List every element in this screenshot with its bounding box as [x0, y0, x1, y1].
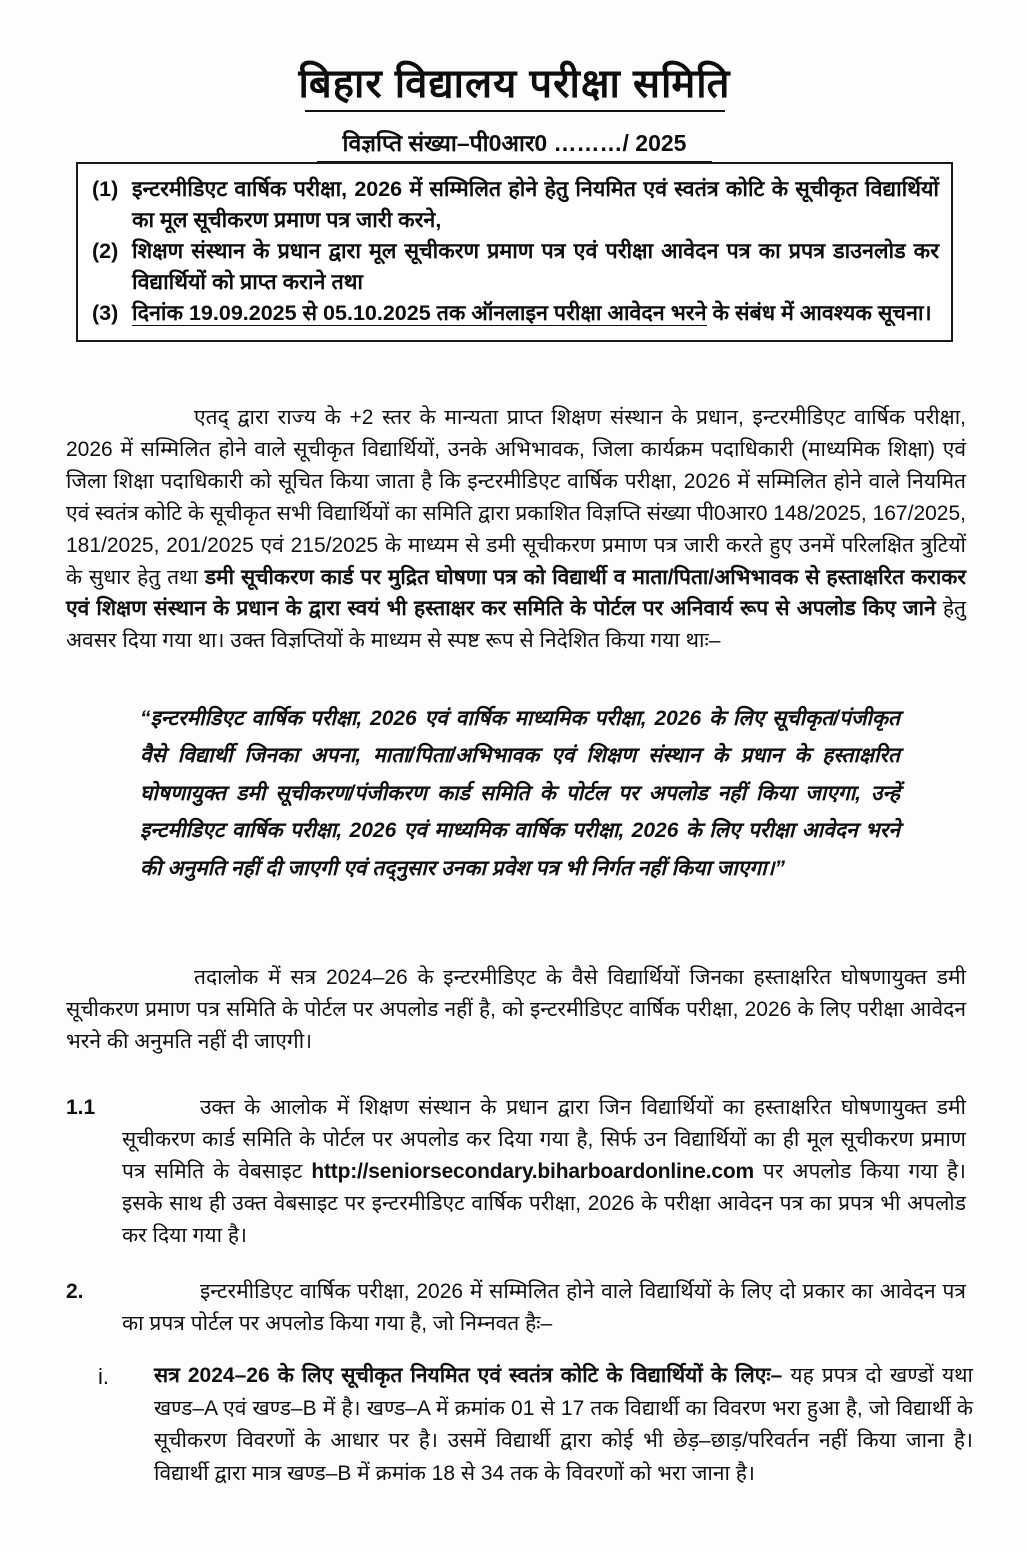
notice-item-text — [132, 298, 939, 329]
notice-item — [92, 174, 939, 235]
section-number: 2. — [66, 1280, 84, 1303]
section-number: 1.1 — [66, 1096, 96, 1119]
notice-item-text: इन्टरमीडिएट वार्षिक परीक्षा, 2026 में सम्मिलित होने हेतु नियमित एवं स्वतंत्र कोटि के सूचीकृत विद्यार्थियों का मूल सूचीकरण प्रमाण पत्र जारी करने, — [132, 177, 939, 232]
paragraph-1-lead: एतद् द्वारा राज्य के +2 स्तर के मान्यता प्राप्त शिक्षण संस्थान के प्रधान, इन्टरमीडिएट वार्षिक परीक्षा, 2026 में सम्मिलित होने वाले सूचीकृत विद्यार्थियों, उनके अभिभावक, जिला कार्यक्रम पदाधिकारी (माध्यमिक शिक्षा) एवं जिला शिक्षा पदाधिकारी को सूचित किया जाता है कि इन्टरमीडिएट वार्षिक परीक्षा, 2026 में सम्मिलित होने वाले नियमित एवं स्वतंत्र कोटि के सूचीकृत सभी विद्यार्थियों का समिति द्वारा प्रकाशित विज्ञप्ति संख्या पी0आर0 148/2025, 167/2025, 181/2025, 201/2025 एवं 215/2025 के माध्यम से डमी सूचीकरण प्रमाण पत्र जारी करते हुए उनमें परिलक्षित त्रुटियों के सुधार हेतु तथा — [66, 406, 966, 589]
title-underline-rule — [305, 110, 725, 112]
notice-item-marker: (1) — [92, 177, 119, 201]
paragraph-1-emphasis: डमी सूचीकरण कार्ड पर मुद्रित घोषणा पत्र को विद्यार्थी व माता/पिता/अभिभावक से हस्ताक्षरित कराकर एवं शिक्षण संस्थान के प्रधान के द्वारा स्वयं भी हस्ताक्षर कर समिति के पोर्टल पर अनिवार्य रूप से अपलोड किए जाने — [66, 565, 966, 621]
section-body — [122, 1276, 966, 1340]
section-1-1-text-after-url: पर अपलोड किया गया है। इसके साथ ही उक्त वेबसाइट पर इन्टरमीडिएट वार्षिक परीक्षा, 2026 के परीक्षा आवेदन पत्र का प्रपत्र भी अपलोड कर दिया गया है। — [122, 1159, 966, 1247]
page-header — [0, 0, 1029, 163]
roman-item-heading: सत्र 2024–26 के लिए सूचीकृत नियमित एवं स्वतंत्र कोटि के विद्यार्थियों के लिएः– — [154, 1364, 783, 1387]
notice-item-tail: के संबंध में आवश्यक सूचना। — [706, 301, 932, 326]
body-paragraph-2 — [66, 962, 966, 1058]
notice-date-range-underlined: दिनांक 19.09.2025 से 05.10.2025 तक ऑनलाइन परीक्षा आवेदन भरने — [132, 301, 707, 326]
notice-item — [92, 298, 939, 329]
page-title: बिहार विद्यालय परीक्षा समिति — [298, 62, 731, 106]
section-1-1 — [66, 1092, 966, 1252]
body-paragraph-1 — [66, 402, 966, 657]
section-2 — [66, 1276, 966, 1340]
notice-item-marker: (3) — [92, 301, 119, 326]
section-1-1-text-before-url: उक्त के आलोक में शिक्षण संस्थान के प्रधान द्वारा जिन विद्यार्थियों का हस्ताक्षरित घोषणायुक्त डमी सूचीकरण कार्ड समिति के पोर्टल पर अपलोड कर दिया गया है, सिर्फ उन विद्यार्थियों का ही मूल सूचीकरण प्रमाण पत्र समिति के वेबसाइट — [122, 1096, 966, 1183]
section-2-text: इन्टरमीडिएट वार्षिक परीक्षा, 2026 में सम्मिलित होने वाले विद्यार्थियों के लिए दो प्रकार का आवेदन पत्र का प्रपत्र पोर्टल पर अपलोड किया गया है, जो निम्नवत हैः– — [122, 1280, 966, 1335]
paragraph-1-tail: हेतु अवसर दिया गया था। उक्त विज्ञप्तियों के माध्यम से स्पष्ट रूप से निदेशित किया गया थाः– — [66, 597, 966, 653]
notice-item — [92, 236, 939, 297]
roman-item-text: यह प्रपत्र दो खण्डों यथा खण्ड–A एवं खण्ड–B में है। खण्ड–A में क्रमांक 01 से 17 तक विद्यार्थी का विवरण भरा हुआ है, जो विद्यार्थी के सूचीकरण विवरणों के आधार पर है। उसमें विद्यार्थी द्वारा कोई भी छेड़–छाड़/परिवर्तन नहीं किया जाना है। विद्यार्थी द्वारा मात्र खण्ड–B में क्रमांक 18 से 34 तक के विवरणों को भरा जाना है। — [154, 1364, 973, 1485]
paragraph-2-text: तदालोक में सत्र 2024–26 के इन्टरमीडिएट के वैसे विद्यार्थियों जिनका हस्ताक्षरित घोषणायुक्त डमी सूचीकरण प्रमाण पत्र समिति के पोर्टल पर अपलोड नहीं है, को इन्टरमीडिएट वार्षिक परीक्षा, 2026 के लिए परीक्षा आवेदन भरने की अनुमति नहीं दी जाएगी। — [66, 966, 966, 1053]
notice-item-text: शिक्षण संस्थान के प्रधान द्वारा मूल सूचीकरण प्रमाण पत्र एवं परीक्षा आवेदन पत्र का प्रपत्र डाउनलोड कर विद्यार्थियों को प्राप्त कराने तथा — [132, 239, 939, 294]
section-body — [122, 1092, 966, 1252]
roman-list-item-i — [98, 1360, 973, 1490]
portal-url-link[interactable]: http://seniorsecondary.biharboardonline.com — [311, 1159, 754, 1183]
roman-marker: i. — [98, 1364, 109, 1389]
notice-box — [76, 162, 953, 342]
quoted-directive-block: “इन्टरमीडिएट वार्षिक परीक्षा, 2026 एवं वार्षिक माध्यमिक परीक्षा, 2026 के लिए सूचीकृत/पंजीकृत वैसे विद्यार्थी जिनका अपना, माता/पिता/अभिभावक एवं शिक्षण संस्थान के प्रधान के हस्ताक्षरित घोषणायुक्त डमी सूचीकरण/पंजीकरण कार्ड समिति के पोर्टल पर अपलोड नहीं किया जाएगा, उन्हें इन्टमीडिएट वार्षिक परीक्षा, 2026 एवं माध्यमिक वार्षिक परीक्षा, 2026 के लिए परीक्षा आवेदन भरने की अनुमति नहीं दी जाएगी एवं तद्नुसार उनका प्रवेश पत्र भी निर्गत नहीं किया जाएगा।” — [140, 707, 900, 880]
notice-item-marker: (2) — [92, 239, 119, 264]
roman-item-body — [154, 1360, 973, 1490]
notification-number: विज्ञप्ति संख्या–पी0आर0 ………/ 2025 — [317, 126, 712, 163]
